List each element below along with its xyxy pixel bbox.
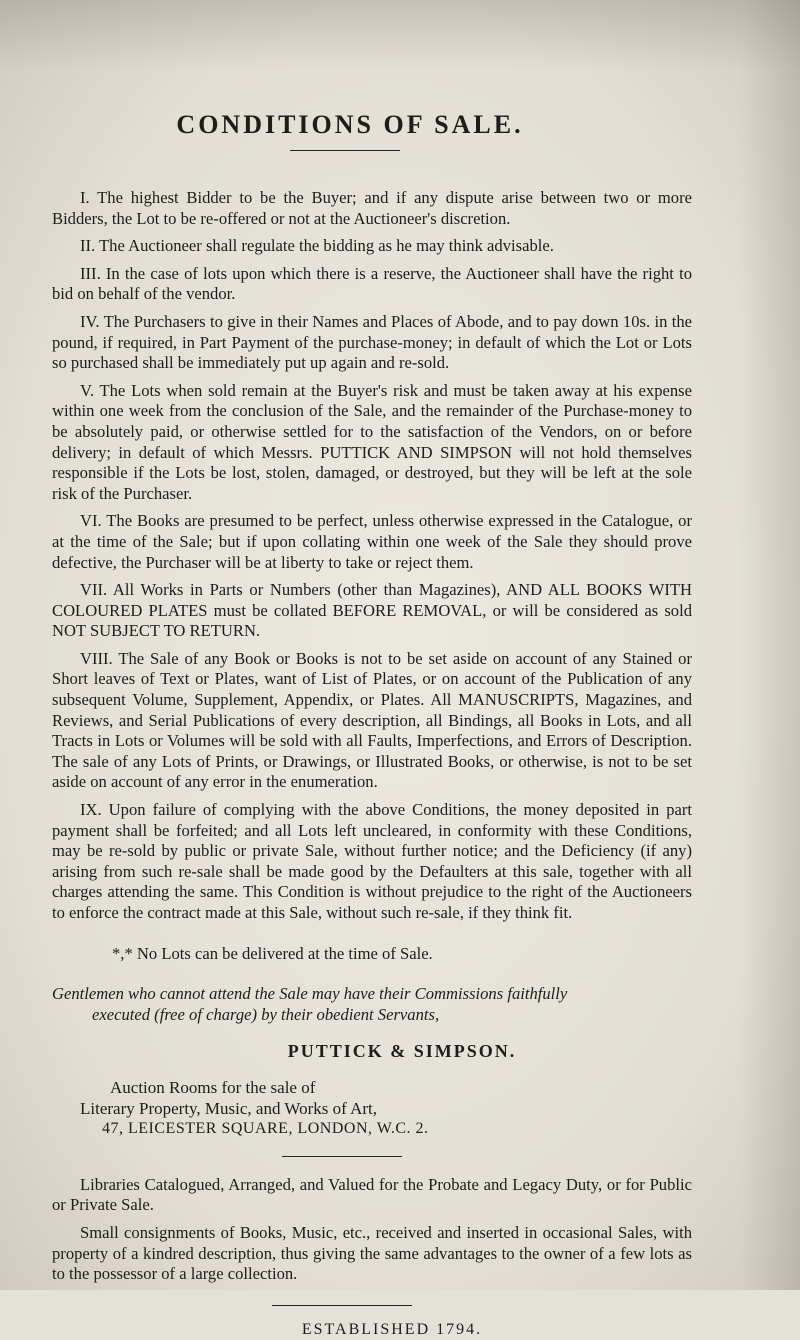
condition-9: IX. Upon failure of complying with the above Conditions, the money deposited in part payment shall be forfeited; and all Lots left uncleared, in conformity with these Conditions, may be re-sold by public or private Sale, without further notice; and the Deficiency (if any) arising from such re-sale shall be made good by the Defaulters at this sale, together with all charges attending the same. This Condition is without prejudice to the right of the Auctioneers to enforce the contract made at this Sale, without such re-sale, if they think fit. [52,800,692,922]
commissions-line-2: executed (free of charge) by their obedient Servants, [92,1004,440,1024]
delivery-note: *,* No Lots can be delivered at the time of Sale. [112,943,433,963]
page-title: CONDITIONS OF SALE. [176,110,524,139]
condition-1: I. The highest Bidder to be the Buyer; and if any dispute arise between two or more Bidders, the Lot to be re-offered or not at the Auctioneer's discretion. [52,188,692,228]
established-year: ESTABLISHED 1794. [301,1320,483,1338]
condition-8: VIII. The Sale of any Book or Books is not to be set aside on account of any Stained or Short leaves of Text or Plates, want of List of Plates, or on account of the Publication of any subsequent Volume, Supplement, Appendix, or Plates. All MANUSCRIPTS, Magazines, and Reviews, and Serial Publications of every description, all Bindings, all Books in Lots, and all Tracts in Lots or Volumes will be sold with all Faults, Imperfections, and Errors of Description. The sale of any Lots of Prints, or Drawings, or Illustrated Books, or otherwise, is not to be set aside on account of any error in the enumeration. [52,648,692,792]
page-shadow-top [0,0,800,70]
condition-7: VII. All Works in Parts or Numbers (other than Magazines), AND ALL BOOKS WITH COLOURED PLATES must be collated BEFORE REMOVAL, or will be considered as sold NOT SUBJECT TO RETURN. [52,580,692,641]
condition-4: IV. The Purchasers to give in their Names and Places of Abode, and to pay down 10s. in the pound, if required, in Part Payment of the purchase-money; in default of which the Lot or Lots so purchased shall be immediately put up again and re-sold. [52,311,692,373]
firm-name: PUTTICK & SIMPSON. [287,1041,517,1062]
condition-3: III. In the case of lots upon which there is a reserve, the Auctioneer shall have the right to bid on behalf of the vendor. [52,263,692,304]
page-shadow-right [740,0,800,1290]
consignments-paragraph: Small consignments of Books, Music, etc., received and inserted in occasional Sales, with property of a kindred description, thus giving the same advantages to the owner of a few lots as to the possessor of a large collection. [52,1222,692,1284]
auction-rooms-line-2: Literary Property, Music, and Works of Art, [80,1098,378,1118]
auction-address: 47, LEICESTER SQUARE, LONDON, W.C. 2. [102,1120,429,1138]
auction-rooms-line-1: Auction Rooms for the sale of [110,1077,316,1097]
auction-rooms-block [52,1078,692,1140]
commissions-line-1: Gentlemen who cannot attend the Sale may have their Commissions faithfully [52,984,568,1004]
condition-5: V. The Lots when sold remain at the Buyer's risk and must be taken away at his expense within one week from the conclusion of the Sale, and the remainder of the Purchase-money to be absolutely paid, or otherwise settled for to the satisfaction of the Vendors, on or before delivery; in default of which Messrs. PUTTICK AND SIMPSON will not hold themselves responsible if the Lots be lost, stolen, damaged, or destroyed, but they will be left at the sole risk of the Purchaser. [52,380,692,503]
footer-divider [272,1305,412,1306]
conditions-body [52,188,692,1340]
address-divider [282,1156,402,1157]
title-divider [290,150,400,151]
libraries-paragraph: Libraries Catalogued, Arranged, and Valued for the Probate and Legacy Duty, or for Public or Private Sale. [52,1174,692,1215]
condition-6: VI. The Books are presumed to be perfect, unless otherwise expressed in the Catalogue, or at the time of the Sale; but if upon collating within one week of the Sale they should prove defective, the Purchaser will be at liberty to take or reject them. [52,511,692,572]
condition-2: II. The Auctioneer shall regulate the bidding as he may think advisable. [80,236,554,256]
